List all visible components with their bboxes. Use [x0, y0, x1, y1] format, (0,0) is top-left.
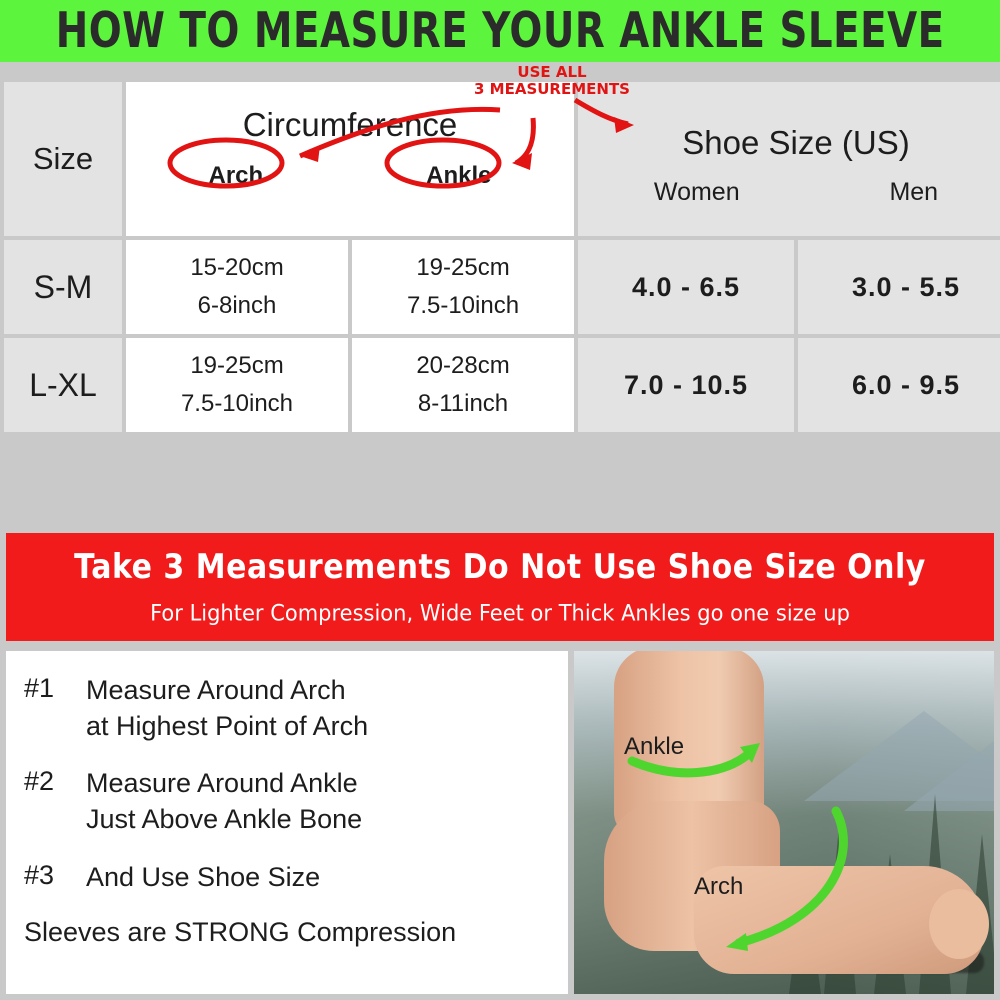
step-line1: Measure Around Arch [86, 675, 346, 705]
women-shoe-value: 7.0 - 10.5 [623, 369, 749, 400]
page-title: HOW TO MEASURE YOUR ANKLE SLEEVE [55, 2, 945, 60]
step-line2: at Highest Point of Arch [86, 710, 369, 741]
promo-subline: For Lighter Compression, Wide Feet or Thick Ankles go one size up [150, 599, 850, 626]
step-line2: Just Above Ankle Bone [86, 803, 363, 834]
header-cell-shoe-size [578, 82, 1000, 236]
steps-panel [6, 651, 568, 994]
step-text [86, 673, 368, 744]
arch-arrow [739, 811, 843, 943]
list-item [24, 673, 550, 744]
promo-headline: Take 3 Measurements Do Not Use Shoe Size Only [74, 547, 926, 587]
step-text [86, 860, 320, 896]
step-number: #1 [24, 673, 55, 703]
men-shoe-value: 3.0 - 5.5 [851, 271, 961, 302]
header-label-circumference: Circumference [242, 106, 458, 143]
step-text [86, 766, 362, 837]
arch-cm-value: 15-20cm [190, 253, 284, 281]
arch-cm-value: 19-25cm [190, 351, 284, 379]
ankle-cm-value: 19-25cm [416, 253, 510, 281]
step-line1: And Use Shoe Size [86, 861, 321, 892]
cell-men [798, 338, 1000, 432]
cell-ankle [352, 240, 574, 334]
cell-arch [126, 338, 348, 432]
header-label-women: Women [653, 178, 740, 206]
table-header-row [4, 82, 1000, 236]
header-label-size: Size [32, 141, 94, 176]
list-item [24, 860, 550, 896]
size-value: S-M [33, 268, 93, 305]
use-all-line2: 3 MEASUREMENTS [474, 80, 630, 99]
arch-label: Arch [694, 873, 744, 900]
ankle-cm-value: 20-28cm [416, 351, 510, 379]
cell-size [4, 240, 122, 334]
steps-footer: Sleeves are STRONG Compression [24, 917, 457, 948]
step-line1: Measure Around Ankle [86, 768, 358, 799]
promo-banner [6, 533, 994, 641]
ankle-inch-value: 7.5-10inch [406, 292, 520, 319]
header-banner [0, 0, 1000, 62]
arch-inch-value: 7.5-10inch [180, 390, 294, 417]
foot-measurement-photo [574, 651, 994, 994]
arch-inch-value: 6-8inch [197, 292, 277, 319]
step-number: #3 [24, 859, 55, 890]
ankle-label: Ankle [624, 733, 685, 760]
cell-women [578, 240, 794, 334]
size-table [0, 78, 1000, 436]
cell-women [578, 338, 794, 432]
cell-men [798, 240, 1000, 334]
cell-size [4, 338, 122, 432]
header-label-arch: Arch [208, 162, 264, 189]
cell-arch [126, 240, 348, 334]
list-item [24, 766, 550, 837]
header-label-men: Men [889, 178, 939, 206]
header-cell-size [4, 82, 122, 236]
header-label-shoe-size: Shoe Size (US) [682, 124, 910, 161]
header-cell-circumference [126, 82, 574, 236]
men-shoe-value: 6.0 - 9.5 [851, 369, 961, 400]
size-table-container [0, 78, 1000, 436]
arch-arrow-head [726, 933, 748, 951]
table-row [4, 338, 1000, 432]
table-row [4, 240, 1000, 334]
women-shoe-value: 4.0 - 6.5 [631, 271, 741, 302]
use-all-line1: USE ALL [517, 63, 587, 81]
measurement-arrows [574, 651, 994, 994]
header-label-ankle: Ankle [426, 162, 492, 189]
use-all-callout [462, 64, 642, 99]
step-number: #2 [24, 766, 55, 797]
ankle-inch-value: 8-11inch [417, 390, 509, 417]
cell-ankle [352, 338, 574, 432]
size-value: L-XL [29, 366, 97, 403]
